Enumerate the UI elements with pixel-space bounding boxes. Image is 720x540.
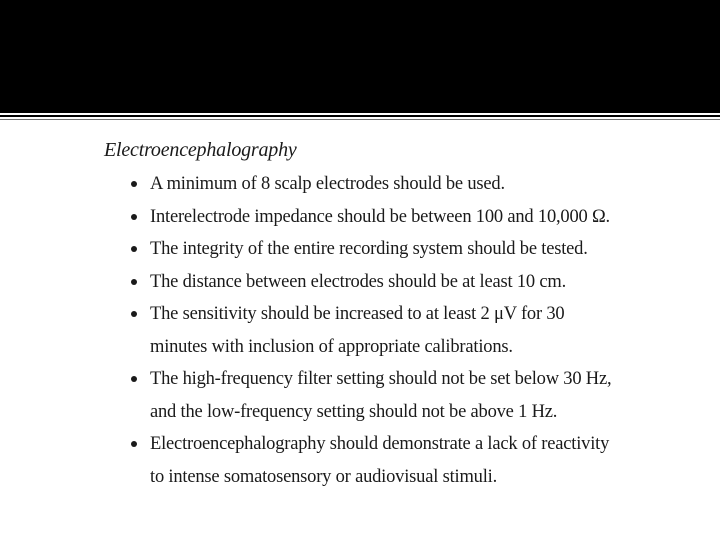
title-bar: [0, 0, 720, 113]
section-heading: Electroencephalography: [104, 139, 297, 161]
divider-rule: [0, 115, 720, 117]
bullet-text: Electroencephalography should demonstrate a lack of reactivity to intense somatosensory or audiovisual stimuli.: [150, 434, 610, 487]
bullet-icon: [131, 441, 137, 447]
list-item: [104, 428, 664, 493]
bullet-icon: [131, 181, 137, 187]
list-item: [104, 233, 664, 266]
bullet-icon: [131, 279, 137, 285]
list-item: [104, 201, 664, 234]
divider-rule-thin: [0, 119, 720, 120]
bullet-text: Interelectrode impedance should be between 100 and 10,000 Ω.: [150, 206, 610, 227]
list-item: [104, 298, 664, 363]
bullet-text: The sensitivity should be increased to at least 2 μV for 30 minutes with inclusion of appropriate calibrations.: [150, 304, 565, 357]
bullet-list: [104, 168, 664, 493]
bullet-text: A minimum of 8 scalp electrodes should be used.: [150, 174, 505, 194]
bullet-icon: [131, 214, 137, 220]
bullet-text: The distance between electrodes should be at least 10 cm.: [150, 271, 566, 292]
slide-content: [104, 136, 664, 493]
bullet-icon: [131, 376, 137, 382]
list-item: [104, 168, 664, 201]
bullet-icon: [131, 311, 137, 317]
list-item: [104, 363, 664, 428]
bullet-icon: [131, 246, 137, 252]
bullet-text: The high-frequency filter setting should not be set below 30 Hz, and the low-frequency setting should not be above 1 Hz.: [150, 369, 612, 422]
list-item: [104, 266, 664, 299]
bullet-text: The integrity of the entire recording system should be tested.: [150, 239, 588, 259]
